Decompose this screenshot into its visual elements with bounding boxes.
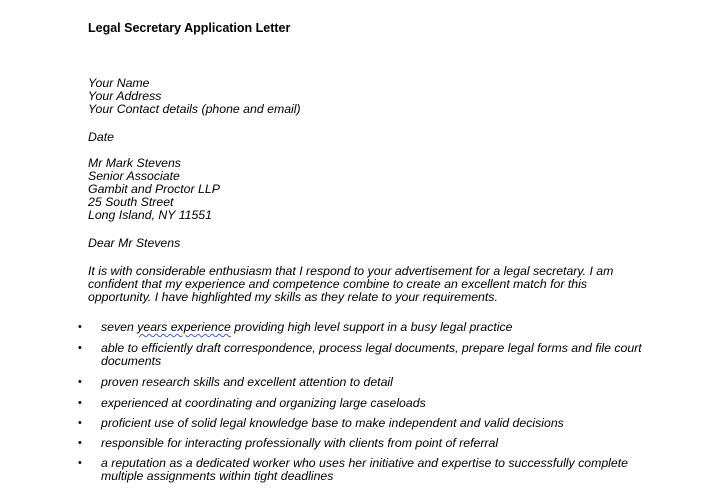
bullet-icon: • xyxy=(78,397,82,409)
sender-address: Your Address xyxy=(88,89,162,103)
bullet-icon: • xyxy=(78,457,82,469)
bullet-icon: • xyxy=(78,342,82,354)
list-item-line: proficient use of solid legal knowledge base to make independent and valid decisions xyxy=(101,416,564,430)
list-item-line: able to efficiently draft correspondence, process legal documents, prepare legal forms and file court xyxy=(101,341,642,355)
list-item-line: experienced at coordinating and organizing large caseloads xyxy=(101,396,426,410)
sender-block xyxy=(88,77,301,116)
list-item-prefix: seven xyxy=(101,320,138,334)
recipient-street: 25 South Street xyxy=(88,195,174,209)
recipient-company: Gambit and Proctor LLP xyxy=(88,182,220,196)
sender-name: Your Name xyxy=(88,76,150,90)
bullet-icon: • xyxy=(78,376,82,388)
date-text: Date xyxy=(88,130,114,144)
letter-date xyxy=(88,131,114,144)
list-item-suffix: providing high level support in a busy legal practice xyxy=(230,320,513,334)
bullet-icon: • xyxy=(78,417,82,429)
list-item-line: a reputation as a dedicated worker who uses her initiative and expertise to successfully complete xyxy=(101,456,629,470)
intro-line: confident that my experience and competence combine to create an excellent match for this xyxy=(88,277,587,291)
intro-paragraph xyxy=(88,264,614,304)
list-item-line: documents xyxy=(101,354,162,368)
salutation-text: Dear Mr Stevens xyxy=(88,236,181,250)
sender-contact: Your Contact details (phone and email) xyxy=(88,102,301,116)
recipient-city: Long Island, NY 11551 xyxy=(88,208,212,222)
recipient-name: Mr Mark Stevens xyxy=(88,156,181,170)
list-item-line: proven research skills and excellent attention to detail xyxy=(101,375,393,389)
intro-line: It is with considerable enthusiasm that I respond to your advertisement for a legal secretary. I am xyxy=(88,264,614,278)
bullet-icon: • xyxy=(78,321,82,333)
recipient-block xyxy=(88,157,220,222)
list-item-line xyxy=(101,321,661,334)
recipient-position: Senior Associate xyxy=(88,169,180,183)
spellcheck-flagged-text[interactable]: years experience xyxy=(137,320,231,334)
bullet-icon: • xyxy=(78,437,82,449)
list-item-line: responsible for interacting professionally with clients from point of referral xyxy=(101,436,499,450)
intro-line: opportunity. I have highlighted my skills as they relate to your requirements. xyxy=(88,290,498,304)
document-title: Legal Secretary Application Letter xyxy=(88,21,291,35)
list-item-line: multiple assignments within tight deadlines xyxy=(101,469,334,483)
salutation xyxy=(88,237,180,250)
